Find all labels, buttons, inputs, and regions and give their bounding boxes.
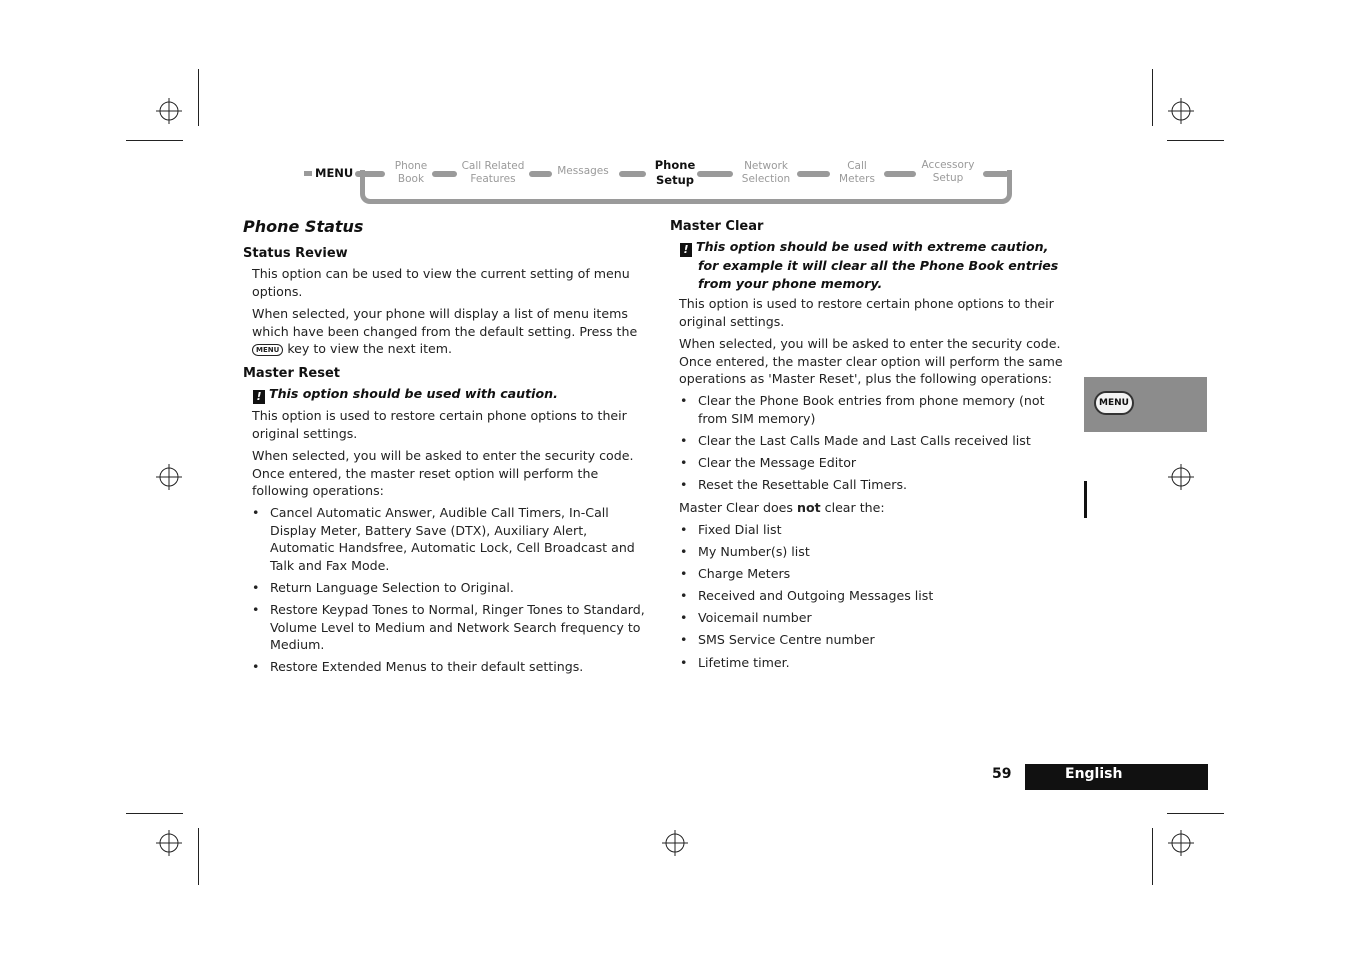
section-heading-master-clear: Master Clear: [670, 219, 764, 234]
nav-item-line: Call Related: [461, 160, 525, 172]
menu-key-icon: MENU: [252, 344, 283, 356]
menu-button-icon: MENU: [1094, 391, 1134, 415]
registration-mark-icon: [1168, 98, 1194, 124]
master-clear-warning: [680, 238, 1070, 292]
nav-connector: [983, 171, 1009, 177]
nav-item-call-meters: [830, 160, 884, 186]
nav-item-accessory-setup: [914, 159, 982, 185]
nav-connector: [529, 171, 552, 177]
list-item: • Reset the Resettable Call Timers.: [680, 476, 1075, 494]
crop-mark: [198, 828, 199, 885]
list-item: • Fixed Dial list: [680, 521, 1075, 539]
nav-item-line: Features: [470, 173, 516, 185]
nav-item-line: Phone: [394, 160, 428, 172]
crop-mark: [1167, 813, 1224, 814]
list-item: • SMS Service Centre number: [680, 631, 1075, 649]
status-review-paragraph-1: This option can be used to view the current setting of menu options.: [252, 266, 630, 299]
list-item: • Clear the Phone Book entries from phone memory (not from SIM memory): [680, 392, 1075, 427]
master-clear-warning-text: This option should be used with extreme caution, for example it will clear all the Phone Book entries from your phone memory.: [696, 239, 1059, 291]
master-reset-operations-list: [252, 504, 652, 680]
page-number: 59: [992, 766, 1012, 782]
list-item: • My Number(s) list: [680, 543, 1075, 561]
nav-connector: [884, 171, 916, 177]
master-clear-operations-list: [680, 392, 1075, 498]
list-item: • Clear the Message Editor: [680, 454, 1075, 472]
section-marker-bar: [1084, 481, 1087, 518]
not-clear-emphasis: not: [796, 500, 821, 515]
registration-mark-icon: [156, 830, 182, 856]
crop-mark: [1167, 140, 1224, 141]
crop-mark: [126, 813, 183, 814]
nav-item-messages: [552, 165, 614, 178]
master-clear-not-cleared-list: [680, 521, 1075, 676]
nav-item-line: Accessory: [921, 159, 975, 171]
page-title: Phone Status: [243, 217, 364, 236]
nav-item-line: Network: [744, 160, 788, 172]
nav-item-line: Setup: [656, 173, 694, 187]
crop-mark: [1152, 828, 1153, 885]
master-clear-not-clear-intro: [679, 499, 1069, 517]
list-item: • Restore Extended Menus to their default settings.: [252, 658, 652, 676]
master-reset-paragraph-1: This option is used to restore certain phone options to their original settings.: [252, 408, 627, 441]
crop-mark: [198, 69, 199, 126]
not-clear-text-end: clear the:: [824, 500, 885, 515]
language-label: English: [1065, 766, 1123, 782]
registration-mark-icon: [1168, 464, 1194, 490]
nav-item-line: Phone: [654, 158, 696, 172]
list-item: • Return Language Selection to Original.: [252, 579, 652, 597]
status-review-text: When selected, your phone will display a list of menu items which have been changed from the default setting. Press the: [252, 306, 638, 339]
section-heading-master-reset: Master Reset: [243, 366, 341, 381]
nav-connector: [697, 171, 733, 177]
side-tab: [1084, 377, 1207, 432]
nav-item-line: Setup: [932, 172, 964, 184]
list-item: • Charge Meters: [680, 565, 1075, 583]
nav-connector: [797, 171, 830, 177]
master-reset-warning: [253, 385, 653, 404]
master-clear-paragraph-1: This option is used to restore certain phone options to their original settings.: [679, 296, 1054, 329]
nav-menu-label: MENU: [304, 166, 353, 180]
not-clear-text: Master Clear does: [679, 500, 793, 515]
nav-connector: [619, 171, 646, 177]
list-item: • Restore Keypad Tones to Normal, Ringer Tones to Standard, Volume Level to Medium and Network Search frequency to Medium.: [252, 601, 652, 654]
nav-item-phone-book: [388, 160, 434, 186]
nav-item-line: Book: [397, 173, 425, 185]
list-item: • Received and Outgoing Messages list: [680, 587, 1075, 605]
nav-item-line: Selection: [741, 173, 791, 185]
list-item: • Voicemail number: [680, 609, 1075, 627]
nav-item-phone-setup: [648, 158, 702, 188]
nav-connector: [355, 171, 385, 177]
registration-mark-icon: [1168, 830, 1194, 856]
registration-mark-icon: [156, 464, 182, 490]
master-clear-paragraph-2: When selected, you will be asked to enter the security code. Once entered, the master clear option will perform the same operations as 'Master Reset', plus the following operations:: [679, 336, 1063, 387]
nav-connector: [432, 171, 457, 177]
crop-mark: [1152, 69, 1153, 126]
status-review-paragraph-2: [252, 305, 652, 358]
list-item: • Lifetime timer.: [680, 654, 1075, 672]
nav-item-line: Messages: [557, 165, 609, 177]
section-heading-status-review: Status Review: [243, 246, 348, 261]
list-item: • Cancel Automatic Answer, Audible Call Timers, In-Call Display Meter, Battery Save (DTX), Auxiliary Alert, Automatic Handsfree, Automatic Lock, Cell Broadcast and Talk and Fax Mode.: [252, 504, 652, 574]
warning-icon: !: [680, 243, 692, 257]
master-reset-paragraph-2: When selected, you will be asked to enter the security code. Once entered, the master reset option will perform the following operations:: [252, 448, 634, 499]
nav-item-call-related-features: [456, 160, 530, 186]
list-item: • Clear the Last Calls Made and Last Calls received list: [680, 432, 1075, 450]
warning-icon: !: [253, 390, 265, 404]
master-reset-warning-text: This option should be used with caution.: [269, 386, 558, 401]
status-review-text-end: key to view the next item.: [287, 341, 453, 357]
crop-mark: [126, 140, 183, 141]
nav-item-line: Meters: [839, 173, 875, 185]
language-bar: [1025, 764, 1208, 790]
nav-item-network-selection: [734, 160, 798, 186]
registration-mark-icon: [662, 830, 688, 856]
nav-item-line: Call: [847, 160, 867, 172]
registration-mark-icon: [156, 98, 182, 124]
